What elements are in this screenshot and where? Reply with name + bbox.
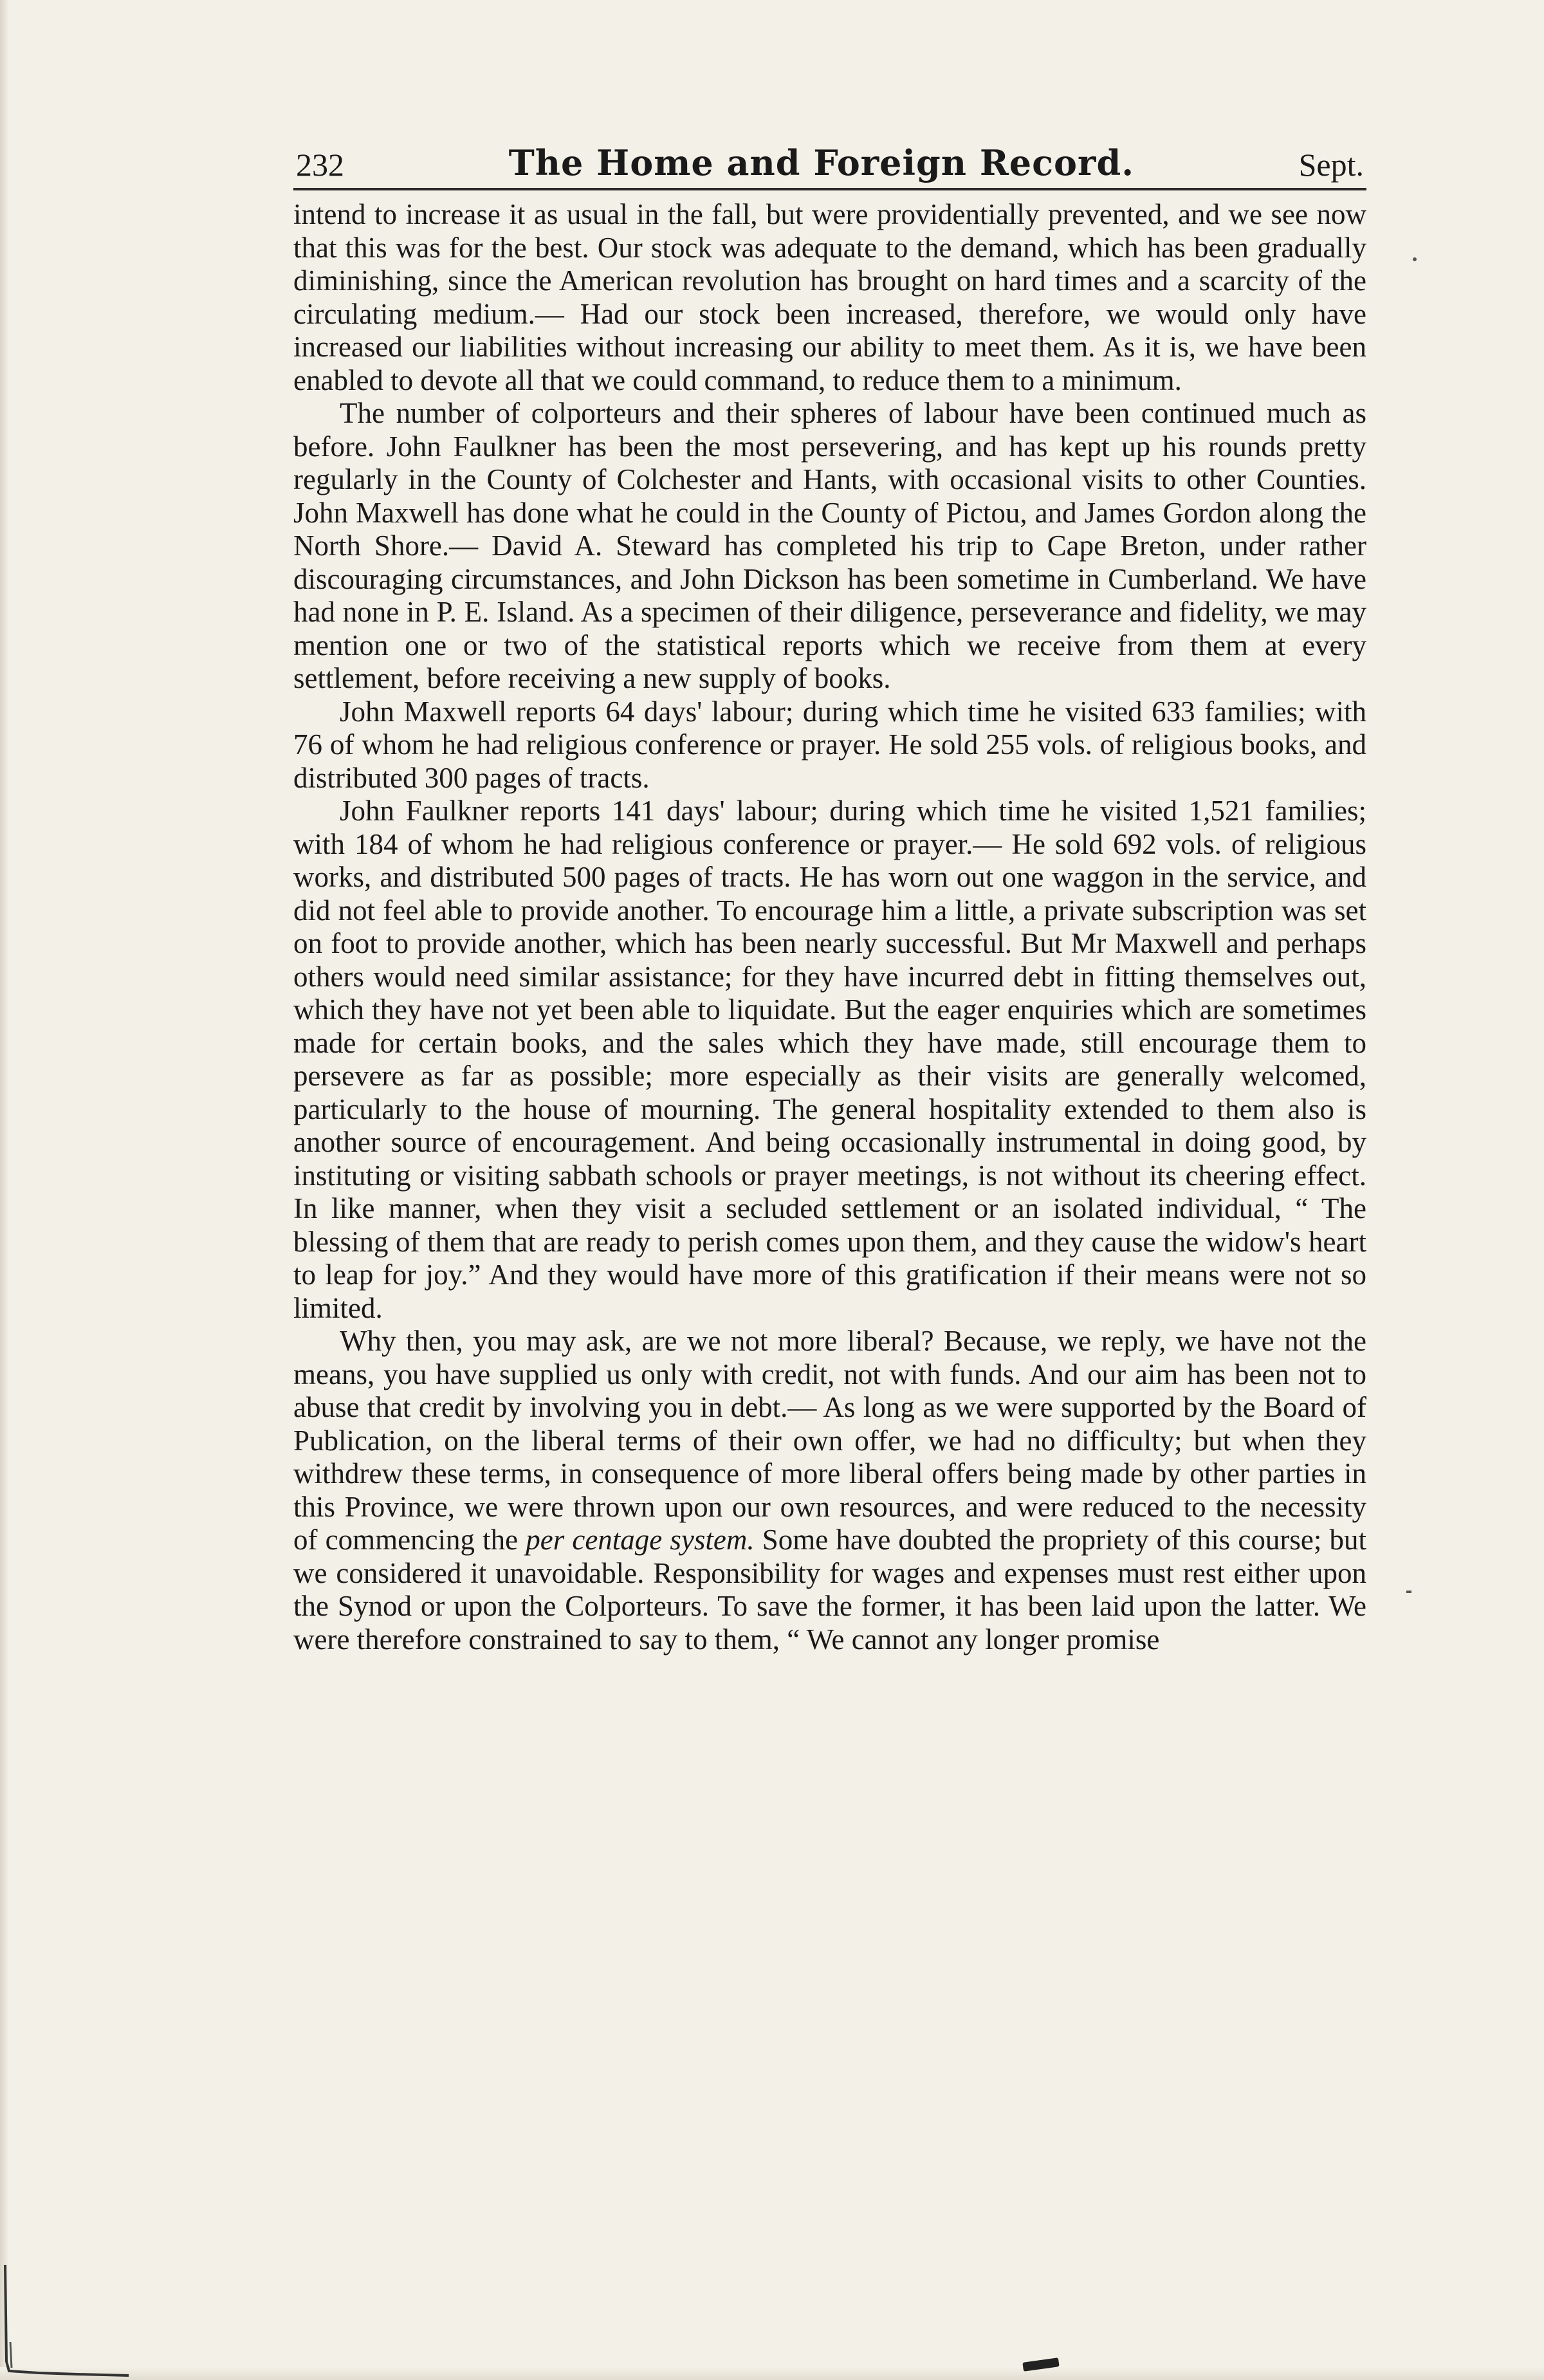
paragraph-text-end: Some have doubted the propriety of this course; but we considered it unavoidable. Responsibility for wages and expenses must rest either upon the Synod or upon the Colporteurs. To save the former, it has been laid upon the latter. We were therefore constrained to say to them, “ We cannot any longer promise (293, 1524, 1366, 1656)
paragraph-faulkner-report: John Faulkner reports 141 days' labour; during which time he visited 1,521 families; with 184 of whom he had religious conference or prayer.— He sold 692 vols. of religious works, and distributed 500 pages of tracts. He has worn out one waggon in the service, and did not feel able to provide another. To encourage him a little, a private subscription was set on foot to provide another, which has been nearly successful. But Mr Maxwell and perhaps others would need similar assistance; for they have incurred debt in fitting themselves out, which they have not yet been able to liquidate. But the eager enquiries which are sometimes made for certain books, and the sales which they have made, still encourage them to persevere as far as possible; more especially as their visits are generally welcomed, particularly to the house of mourning. The general hospitality extended to them also is another source of encouragement. And being occasionally instrumental in doing good, by instituting or visiting sabbath schools or prayer meetings, is not without its cheering effect. In like manner, when they visit a secluded settlement or an isolated individual, “ The blessing of them that are ready to perish comes upon them, and they cause the widow's heart to leap for joy.” And they would have more of this gratification if their means were not so limited. (293, 795, 1366, 1324)
paragraph-maxwell-report: John Maxwell reports 64 days' labour; during which time he visited 633 families; with 76 of whom he had religious conference or prayer. He sold 255 vols. of religious books, and distributed 300 pages of tracts. (293, 695, 1366, 794)
page-header (296, 132, 1364, 183)
margin-mark (1406, 1591, 1411, 1593)
page-number: 232 (296, 147, 344, 183)
running-title: The Home and Foreign Record. (508, 142, 1134, 183)
page-edge (0, 0, 9, 2380)
paragraph-colporteurs: The number of colporteurs and their spheres of labour have been continued much as before. John Faulkner has been the most persevering, and has kept up his rounds pretty regularly in the County of Colchester and Hants, with occasional visits to other Counties. John Maxwell has done what he could in the County of Pictou, and James Gordon along the North Shore.— David A. Steward has completed his trip to Cape Breton, under rather discouraging circumstances, and John Dickson has been sometime in Cumberland. We have had none in P. E. Island. As a specimen of their diligence, perseverance and fidelity, we may mention one or two of the statistical reports which we receive from them at every settlement, before receiving a new supply of books. (293, 397, 1366, 694)
paragraph-why-not-liberal (293, 1325, 1366, 1656)
paragraph-text-start: Why then, you may ask, are we not more liberal? Because, we reply, we have not the means, you have supplied us only with credit, not with funds. And our aim has been not to abuse that credit by involving you in debt.— As long as we were supported by the Board of Publication, on the liberal terms of their own offer, we had no difficulty; but when they withdrew these terms, in consequence of more liberal offers being made by other parties in this Province, we were thrown upon our own resources, and were reduced to the necessity of commencing the (293, 1325, 1366, 1556)
running-month: Sept. (1298, 147, 1364, 183)
italic-phrase: per centage system. (526, 1524, 755, 1556)
paragraph-continued: intend to increase it as usual in the fall, but were providentially prevented, and we see now that this was for the best. Our stock was adequate to the demand, which has been gradually diminishing, since the American revolution has brought on hard times and a scarcity of the circulating medium.— Had our stock been increased, therefore, we would only have increased our liabilities without increasing our ability to meet them. As it is, we have been enabled to devote all that we could command, to reduce them to a minimum. (293, 198, 1366, 396)
margin-mark (1413, 257, 1417, 261)
header-rule (293, 188, 1366, 190)
binding-stain (0, 2265, 135, 2380)
page-bottom-edge (0, 2367, 1544, 2380)
article-body (293, 198, 1366, 1656)
